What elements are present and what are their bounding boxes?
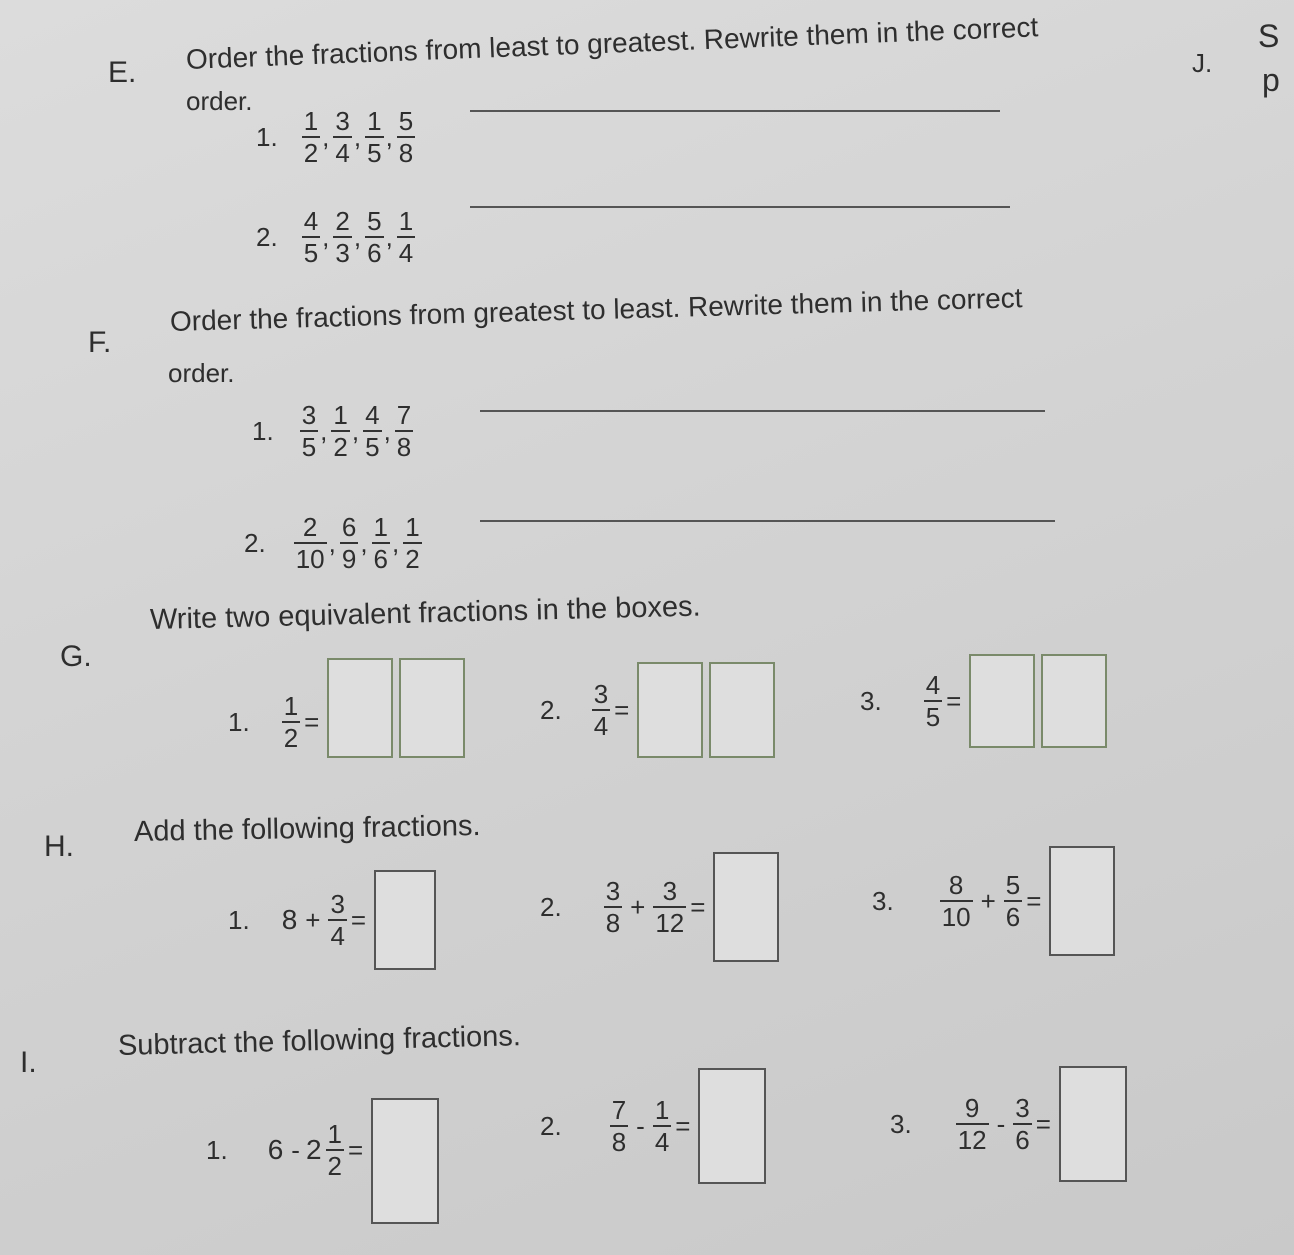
item-number: 2. bbox=[256, 221, 278, 252]
equals-sign: = bbox=[1035, 1108, 1051, 1139]
whole-number: 8 bbox=[281, 904, 298, 935]
fraction: $\frac{1}{2}$ bbox=[327, 1119, 342, 1181]
equals-sign: = bbox=[350, 904, 367, 935]
section-g-title: Write two equivalent fractions in the boxes. bbox=[149, 590, 701, 636]
fraction: $\frac{7}{8}$ bbox=[611, 1095, 627, 1157]
fraction: $\frac{5}{6}$ bbox=[1005, 870, 1021, 932]
answer-box[interactable] bbox=[374, 870, 436, 970]
fraction: $\frac{1}{2}$ bbox=[303, 106, 319, 168]
item-number: 1. bbox=[228, 904, 250, 935]
answer-box[interactable] bbox=[371, 1098, 439, 1224]
h-item-2 bbox=[540, 852, 779, 962]
mixed-number bbox=[306, 1119, 346, 1181]
e-item-1: 1. $\frac{1}{2}$ , $\frac{3}{4}$ , $\frac{1}{5}$ , $\frac{5}{8}$ bbox=[256, 106, 414, 168]
fraction: $\frac{3}{6}$ bbox=[1015, 1093, 1030, 1155]
minus-sign: - bbox=[291, 1134, 300, 1165]
item-number: 1. bbox=[256, 121, 278, 152]
g-item-1 bbox=[228, 686, 465, 758]
answer-box[interactable] bbox=[1041, 654, 1107, 748]
plus-sign: + bbox=[305, 904, 321, 935]
answer-box[interactable] bbox=[637, 662, 703, 758]
h-item-3 bbox=[872, 846, 1115, 956]
fraction: $\frac{4}{5}$ bbox=[365, 400, 380, 462]
fraction: $\frac{3}{12}$ bbox=[655, 876, 685, 938]
fraction: $\frac{3}{4}$ bbox=[335, 106, 350, 168]
section-f-title-cont: order. bbox=[168, 358, 235, 388]
fraction: $\frac{2}{10}$ bbox=[295, 512, 325, 574]
item-number: 1. bbox=[206, 1134, 228, 1165]
f-item-1: 1. $\frac{3}{5}$ , $\frac{1}{2}$ , $\frac{4}{5}$ , $\frac{7}{8}$ bbox=[252, 400, 412, 462]
section-e-title-cont: order. bbox=[186, 86, 253, 116]
equals-sign: = bbox=[614, 694, 630, 725]
fraction: $\frac{5}{6}$ bbox=[367, 206, 382, 268]
fraction: $\frac{1}{4}$ bbox=[654, 1095, 670, 1157]
section-i-letter: I. bbox=[20, 1046, 37, 1079]
equals-sign: = bbox=[690, 891, 706, 922]
answer-box[interactable] bbox=[1059, 1066, 1127, 1182]
answer-line[interactable] bbox=[470, 110, 1000, 112]
fraction: $\frac{3}{5}$ bbox=[301, 400, 317, 462]
item-number: 2. bbox=[540, 1110, 562, 1141]
section-h-letter: H. bbox=[44, 830, 74, 863]
g-item-3 bbox=[860, 654, 1107, 748]
fraction: $\frac{1}{2}$ bbox=[283, 691, 299, 753]
fraction: $\frac{9}{12}$ bbox=[957, 1093, 987, 1155]
section-j-label: J. bbox=[1192, 48, 1213, 78]
i-item-3 bbox=[890, 1066, 1127, 1182]
item-number: 3. bbox=[890, 1108, 912, 1139]
whole-number: 6 bbox=[267, 1134, 284, 1165]
i-item-1 bbox=[206, 1076, 439, 1224]
plus-sign: + bbox=[630, 891, 646, 922]
item-number: 3. bbox=[872, 885, 894, 916]
fraction: $\frac{1}{2}$ bbox=[405, 512, 420, 574]
equals-sign: = bbox=[347, 1134, 364, 1165]
section-g-letter: G. bbox=[60, 640, 92, 673]
equals-sign: = bbox=[675, 1110, 691, 1141]
answer-line[interactable] bbox=[480, 410, 1045, 412]
h-item-1 bbox=[228, 870, 436, 970]
answer-box[interactable] bbox=[327, 658, 393, 758]
margin-letter-p: p bbox=[1262, 62, 1280, 98]
item-number: 2. bbox=[540, 891, 562, 922]
section-f-title: Order the fractions from greatest to least. Rewrite them in the correct bbox=[169, 282, 1023, 337]
fraction: $\frac{1}{4}$ bbox=[398, 206, 414, 268]
e-item-2: 2. $\frac{4}{5}$ , $\frac{2}{3}$ , $\frac{5}{6}$ , $\frac{1}{4}$ bbox=[256, 206, 414, 268]
fraction: $\frac{4}{5}$ bbox=[303, 206, 319, 268]
fraction: $\frac{3}{4}$ bbox=[330, 889, 345, 951]
section-f-letter: F. bbox=[88, 326, 112, 359]
fraction: $\frac{1}{5}$ bbox=[367, 106, 382, 168]
fraction: $\frac{8}{10}$ bbox=[941, 870, 971, 932]
answer-line[interactable] bbox=[480, 520, 1055, 522]
item-number: 1. bbox=[228, 706, 250, 737]
section-i-title: Subtract the following fractions. bbox=[117, 1020, 522, 1062]
minus-sign: - bbox=[636, 1110, 645, 1141]
answer-box[interactable] bbox=[709, 662, 775, 758]
fraction: $\frac{5}{8}$ bbox=[398, 106, 414, 168]
fraction: $\frac{3}{4}$ bbox=[593, 679, 609, 741]
fraction: $\frac{4}{5}$ bbox=[925, 670, 941, 732]
mixed-whole: 2 bbox=[305, 1134, 322, 1165]
answer-box[interactable] bbox=[969, 654, 1035, 748]
section-e-title: Order the fractions from least to greatest. Rewrite them in the correct bbox=[185, 11, 1039, 75]
equals-sign: = bbox=[946, 685, 962, 716]
section-e-letter: E. bbox=[108, 56, 137, 89]
i-item-2 bbox=[540, 1068, 766, 1184]
equals-sign: = bbox=[1026, 885, 1042, 916]
answer-box[interactable] bbox=[698, 1068, 766, 1184]
equals-sign: = bbox=[304, 706, 320, 737]
plus-sign: + bbox=[980, 885, 996, 916]
answer-box[interactable] bbox=[713, 852, 779, 962]
minus-sign: - bbox=[996, 1108, 1006, 1139]
fraction: $\frac{1}{6}$ bbox=[373, 512, 389, 574]
g-item-2 bbox=[540, 662, 775, 758]
fraction: $\frac{1}{2}$ bbox=[333, 400, 348, 462]
answer-box[interactable] bbox=[1049, 846, 1115, 956]
item-number: 2. bbox=[540, 694, 562, 725]
item-number: 3. bbox=[860, 685, 882, 716]
answer-line[interactable] bbox=[470, 206, 1010, 208]
item-number: 1. bbox=[252, 415, 274, 446]
fraction: $\frac{7}{8}$ bbox=[396, 400, 412, 462]
f-item-2: 2. $\frac{2}{10}$ , $\frac{6}{9}$ , $\frac{1}{6}$ , $\frac{1}{2}$ bbox=[244, 512, 420, 574]
section-h-title: Add the following fractions. bbox=[133, 809, 481, 848]
margin-letter-s: S bbox=[1258, 18, 1280, 54]
item-number: 2. bbox=[244, 527, 266, 558]
fraction: $\frac{2}{3}$ bbox=[335, 206, 350, 268]
fraction: $\frac{6}{9}$ bbox=[341, 512, 357, 574]
fraction: $\frac{3}{8}$ bbox=[605, 876, 621, 938]
answer-box[interactable] bbox=[399, 658, 465, 758]
